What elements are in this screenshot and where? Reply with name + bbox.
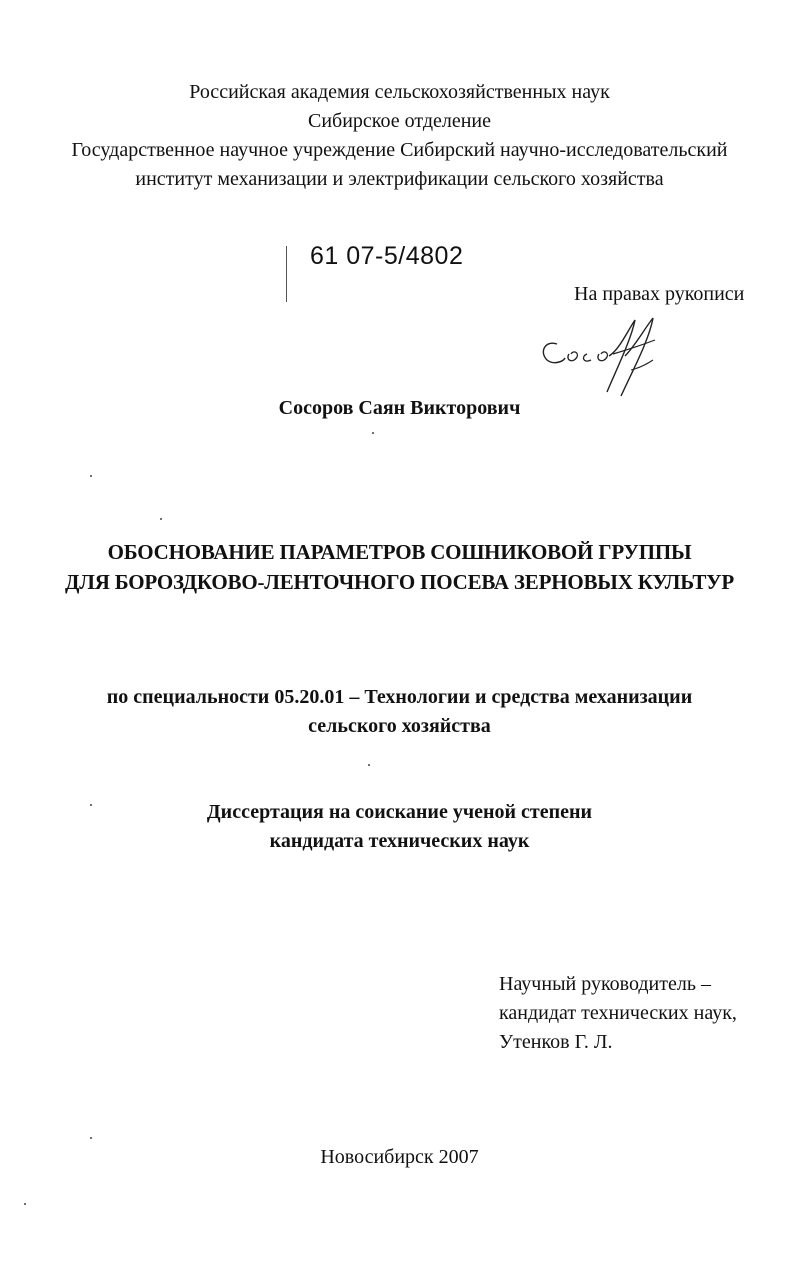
city-year: Новосибирск 2007 <box>320 1146 479 1168</box>
supervisor-role: Научный руководитель – <box>499 973 711 995</box>
manuscript-note: На правах рукописи <box>574 283 745 305</box>
header-academy: Российская академия сельскохозяйственных наук <box>189 81 610 103</box>
scan-speck <box>90 475 92 477</box>
header-institute: институт механизации и электрификации сельского хозяйства <box>135 168 664 190</box>
scan-speck <box>90 804 92 806</box>
supervisor-degree: кандидат технических наук, <box>499 1002 737 1024</box>
specialty-line1: по специальности 05.20.01 – Технологии и средства механизации <box>106 686 693 708</box>
scan-speck <box>368 764 370 766</box>
stamp-bar <box>286 246 287 302</box>
author-signature <box>535 310 665 405</box>
specialty-line2: сельского хозяйства <box>308 715 491 737</box>
header-branch: Сибирское отделение <box>307 110 492 132</box>
thesis-title-line1: ОБОСНОВАНИЕ ПАРАМЕТРОВ СОШНИКОВОЙ ГРУППЫ <box>107 540 692 564</box>
degree-line1: Диссертация на соискание ученой степени <box>206 801 593 823</box>
thesis-title-line2: ДЛЯ БОРОЗДКОВО-ЛЕНТОЧНОГО ПОСЕВА ЗЕРНОВЫХ КУЛЬТУР <box>65 570 734 594</box>
library-stamp <box>286 238 476 302</box>
supervisor-name: Утенков Г. Л. <box>499 1031 613 1053</box>
scan-speck <box>24 1203 26 1205</box>
author-name: Сосоров Саян Викторович <box>278 397 521 419</box>
degree-line2: кандидата технических наук <box>269 830 530 852</box>
scan-speck <box>90 1137 92 1139</box>
scan-speck <box>372 432 374 434</box>
header-institution: Государственное научное учреждение Сибирский научно-исследовательский <box>71 139 728 161</box>
scan-speck <box>160 518 162 520</box>
stamp-code: 61 07-5/4802 <box>310 242 464 270</box>
